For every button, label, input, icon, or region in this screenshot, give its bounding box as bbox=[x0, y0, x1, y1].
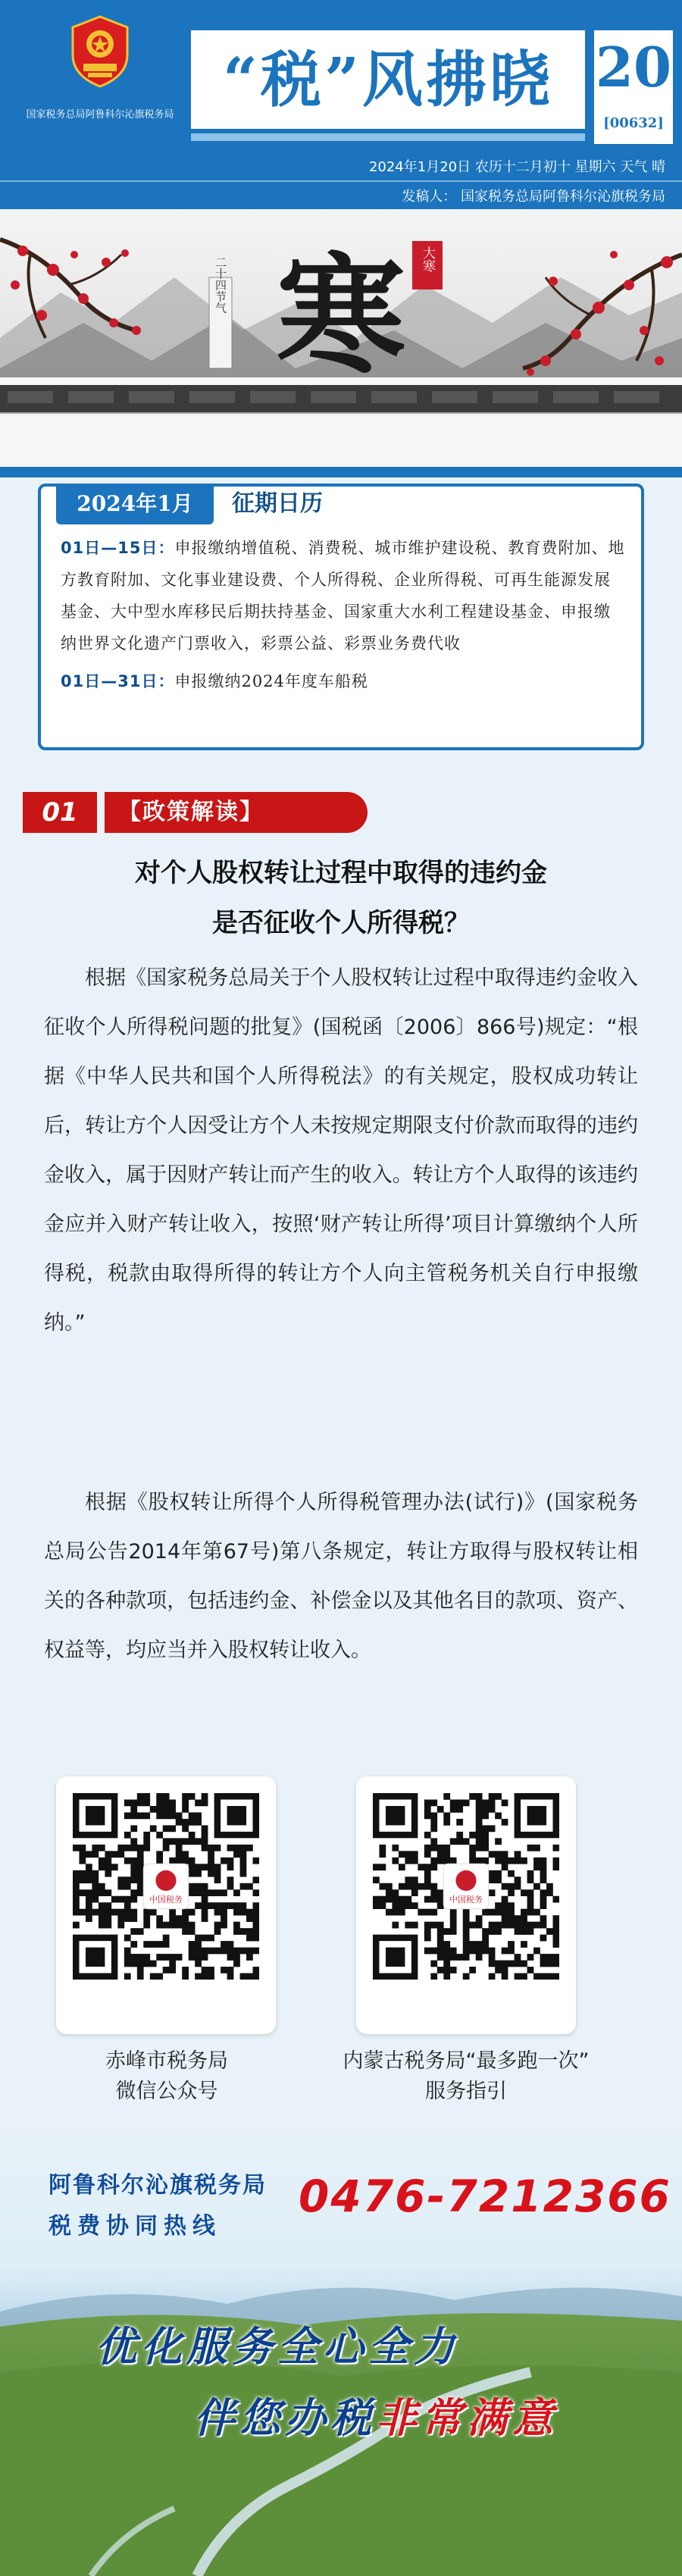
hotline-org-name: 阿鲁科尔沁旗税务局 bbox=[48, 2172, 267, 2199]
article-paragraph-1: 根据《国家税务总局关于个人股权转让过程中取得违约金收入征收个人所得税问题的批复》(国税函〔2006〕866号)规定：“根据《中华人民共和国个人所得税法》的有关规定，股权成功转让后，转让方个人因受让方个人未按规定期限支付价款而取得的违约金收入，属于因财产转让而产生的收入。转让方个人取得的该违约金应并入财产转让收入，按照‘财产转让所得’项目计算缴纳个人所得税，税款由取得所得的转让方个人向主管税务机关自行申报缴纳。” bbox=[44, 966, 638, 1335]
banner-seal-text: 大寒 bbox=[420, 246, 435, 272]
calendar-text: 申报缴纳2024年度车船税 bbox=[174, 672, 368, 690]
tax-calendar-panel bbox=[38, 484, 644, 750]
dateline-bar bbox=[0, 152, 682, 180]
qr-logo-text: 中国税务 bbox=[149, 1895, 183, 1905]
slogan-line2-part-b: 非常满意 bbox=[376, 2394, 558, 2442]
banner-bottom-bar bbox=[0, 467, 682, 477]
hotline-phone-number[interactable]: 0476-7212366 bbox=[299, 2171, 671, 2222]
qr-code-icon bbox=[73, 1793, 259, 1980]
calendar-range: 01日—31日： bbox=[61, 672, 175, 690]
publisher-text: 发稿人： 国家税务总局阿鲁科尔沁旗税务局 bbox=[402, 189, 665, 205]
qr-caption-right-line2: 服务指引 bbox=[425, 2080, 507, 2103]
calendar-text: 申报缴纳增值税、消费税、城市维护建设税、教育费附加、地方教育附加、文化事业建设费、个人所得税、企业所得税、可再生能源发展基金、大中型水库移民后期扶持基金、国家重大水利工程建设基金、申报缴纳世界文化遗产门票收入，彩票公益、彩票业务费代收 bbox=[61, 539, 625, 653]
masthead-title: “税”风拂晓 bbox=[222, 44, 554, 115]
slogan-line2 bbox=[194, 2386, 558, 2444]
qr-caption-left-line1: 赤峰市税务局 bbox=[105, 2049, 228, 2073]
calendar-month: 2024年1月 bbox=[56, 484, 214, 524]
hotline-label: 税费协同热线 bbox=[48, 2213, 221, 2240]
qr-logo-emblem-icon bbox=[155, 1870, 176, 1891]
banner-vertical-label: 二十四节气 bbox=[214, 256, 227, 314]
great-cold-banner bbox=[0, 209, 682, 467]
issue-code: [00632] bbox=[603, 115, 664, 131]
section-label: 【政策解读】 bbox=[105, 792, 368, 833]
slogan-line2-part-a: 伴您办税 bbox=[194, 2394, 376, 2442]
calendar-row bbox=[61, 665, 626, 697]
article-title-line1: 对个人股权转让过程中取得的违约金 bbox=[135, 858, 547, 888]
calendar-range: 01日—15日： bbox=[61, 539, 175, 557]
slogan-line1: 优化服务全心全力 bbox=[95, 2323, 459, 2371]
calendar-tab bbox=[56, 484, 323, 527]
policy-section-header bbox=[23, 792, 368, 833]
issue-code-value: 00632 bbox=[609, 115, 658, 131]
qr-card-service-guide bbox=[356, 1776, 576, 2034]
article-paragraph-2: 根据《股权转让所得个人所得税管理办法(试行)》(国家税务总局公告2014年第67号)第八条规定，转让方取得与股权转让相关的各种款项，包括违约金、补偿金以及其他名目的款项、资产、权益等，均应当并入股权转让收入。 bbox=[44, 1491, 638, 1662]
qr-logo-emblem-icon bbox=[455, 1870, 476, 1891]
qr-caption-left bbox=[23, 2046, 311, 2107]
qr-caption-right bbox=[322, 2046, 610, 2107]
issue-number: 20 bbox=[595, 35, 672, 99]
calendar-body bbox=[61, 532, 626, 703]
issue-box bbox=[594, 30, 673, 144]
qr-caption-right-line1: 内蒙古税务局“最多跑一次” bbox=[343, 2049, 590, 2073]
dateline-text: 2024年1月20日 农历十二月初十 星期六 天气 晴 bbox=[368, 159, 665, 175]
article-title-line2: 是否征收个人所得税？ bbox=[212, 908, 470, 938]
section-number: 01 bbox=[23, 792, 97, 833]
masthead-header bbox=[0, 0, 682, 152]
banner-calligraphy: 寒 bbox=[276, 240, 406, 392]
calendar-title: 征期日历 bbox=[232, 490, 323, 517]
publisher-bar bbox=[0, 180, 682, 209]
tax-emblem-block bbox=[9, 9, 191, 138]
qr-card-wechat bbox=[56, 1776, 276, 2034]
qr-code-icon bbox=[373, 1793, 559, 1980]
winter-scene-illustration bbox=[0, 209, 682, 467]
org-name-small: 国家税务总局阿鲁科尔沁旗税务局 bbox=[26, 109, 174, 121]
masthead-title-box bbox=[191, 30, 585, 129]
calendar-row bbox=[61, 532, 626, 659]
qr-logo-text: 中国税务 bbox=[449, 1895, 483, 1905]
tax-emblem-icon bbox=[68, 14, 132, 89]
header-stripe bbox=[191, 133, 585, 141]
qr-caption-left-line2: 微信公众号 bbox=[115, 2080, 218, 2103]
